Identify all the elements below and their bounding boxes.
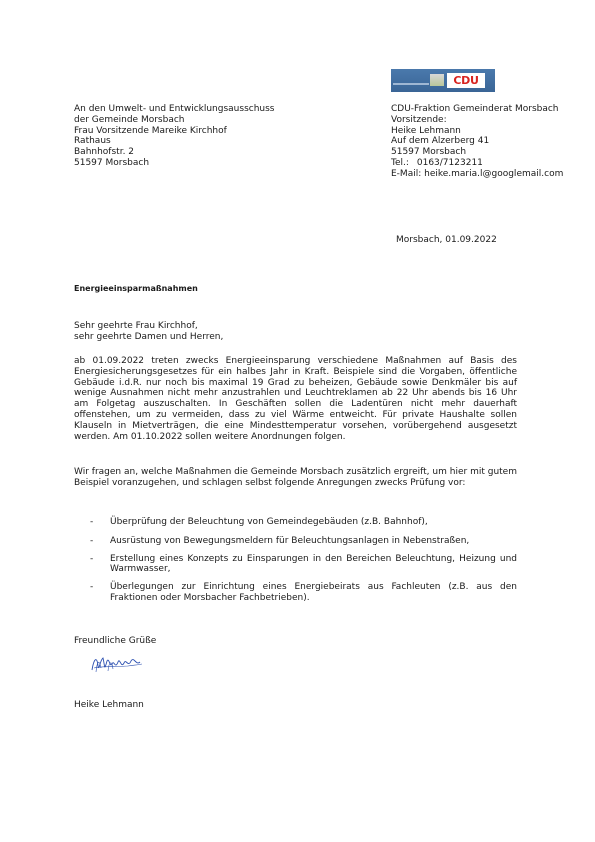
- recipient-line: 51597 Morsbach: [74, 157, 150, 168]
- list-item: [90, 554, 517, 576]
- salutation-line: Sehr geehrte Frau Kirchhof,: [74, 321, 198, 331]
- sender-line: CDU-Fraktion Gemeinderat Morsbach: [391, 104, 559, 114]
- sender-phone: [391, 158, 591, 169]
- phone-number: 0163/7123211: [416, 157, 483, 168]
- recipient-line: Bahnhofstr. 2: [74, 147, 135, 158]
- list-item-text: Überprüfung der Beleuchtung von Gemeindegebäuden (z.B. Bahnhof),: [110, 517, 428, 527]
- sender-line: Vorsitzende:: [391, 114, 447, 125]
- logo-flag-icon: [430, 74, 444, 86]
- recipient-address: [74, 104, 374, 169]
- body-paragraph: ab 01.09.2022 treten zwecks Energieeinsparung verschiedene Maßnahmen auf Basis des Energiesicherungsgesetzes für ein halbes Jahr in Kraft. Beispiele sind die Vorgaben, öffentliche Gebäude i.d.R. nur noch bis maximal 19 Grad zu beheizen, Gebäude sowie Denkmäler bis auf wenige Ausnahmen nicht mehr anzustrahlen und Leuchtreklamen ab 22 Uhr abends bis 16 Uhr am Folgetag auszuschalten. In Geschäften sollen die Ladentüren nicht mehr dauerhaft offenstehen, um zu vermeiden, dass zu viel Wärme entweicht. Für private Haushalte sollen Klauseln in Mietverträgen, die eine Mindesttemperatur vorsehen, vorübergehend ausgesetzt werden. Am 01.10.2022 sollen weitere Anordnungen folgen.: [74, 356, 517, 442]
- list-item-text: Ausrüstung von Bewegungsmeldern für Beleuchtungsanlagen in Nebenstraßen,: [110, 535, 470, 546]
- logo-banner-strip: [393, 83, 429, 85]
- recipient-line: An den Umwelt- und Entwicklungsausschuss: [74, 104, 275, 114]
- sender-email: E-Mail: heike.maria.l@googlemail.com: [391, 168, 564, 179]
- suggestion-list: [90, 517, 517, 604]
- logo-wordmark: CDU: [447, 73, 485, 88]
- cdu-logo: [391, 69, 495, 92]
- bullet-dash: -: [90, 535, 94, 546]
- salutation-line: sehr geehrte Damen und Herren,: [74, 331, 224, 342]
- list-item: [90, 582, 517, 604]
- letter-subject: Energieeinsparmaßnahmen: [74, 284, 198, 293]
- handwritten-signature: [88, 652, 144, 678]
- recipient-line: Frau Vorsitzende Mareike Kirchhof: [74, 125, 227, 136]
- bullet-dash: -: [90, 582, 94, 593]
- signer-name: Heike Lehmann: [74, 700, 144, 710]
- list-item: [90, 517, 517, 528]
- bullet-dash: -: [90, 517, 94, 527]
- recipient-line: der Gemeinde Morsbach: [74, 114, 185, 125]
- recipient-line: Rathaus: [74, 136, 111, 147]
- sender-address: [391, 104, 591, 180]
- sender-line: Heike Lehmann: [391, 125, 461, 136]
- letter-date: Morsbach, 01.09.2022: [396, 235, 497, 245]
- list-item-text: Überlegungen zur Einrichtung eines Energiebeirats aus Fachleuten (z.B. aus den Fraktionen oder Morsbacher Fachbetrieben).: [110, 582, 517, 603]
- body-paragraph: Wir fragen an, welche Maßnahmen die Gemeinde Morsbach zusätzlich ergreift, um hier mit gutem Beispiel voranzugehen, und schlagen selbst folgende Anregungen zwecks Prüfung vor:: [74, 467, 517, 488]
- phone-label: Tel.:: [391, 157, 409, 168]
- bullet-dash: -: [90, 553, 94, 564]
- list-item-text: Erstellung eines Konzepts zu Einsparungen in den Bereichen Beleuchtung, Heizung und Warmwasser,: [110, 553, 517, 575]
- list-item: [90, 536, 517, 547]
- salutation: [74, 321, 223, 343]
- closing-phrase: Freundliche Grüße: [74, 636, 157, 646]
- sender-line: 51597 Morsbach: [391, 147, 467, 158]
- sender-line: Auf dem Alzerberg 41: [391, 136, 490, 147]
